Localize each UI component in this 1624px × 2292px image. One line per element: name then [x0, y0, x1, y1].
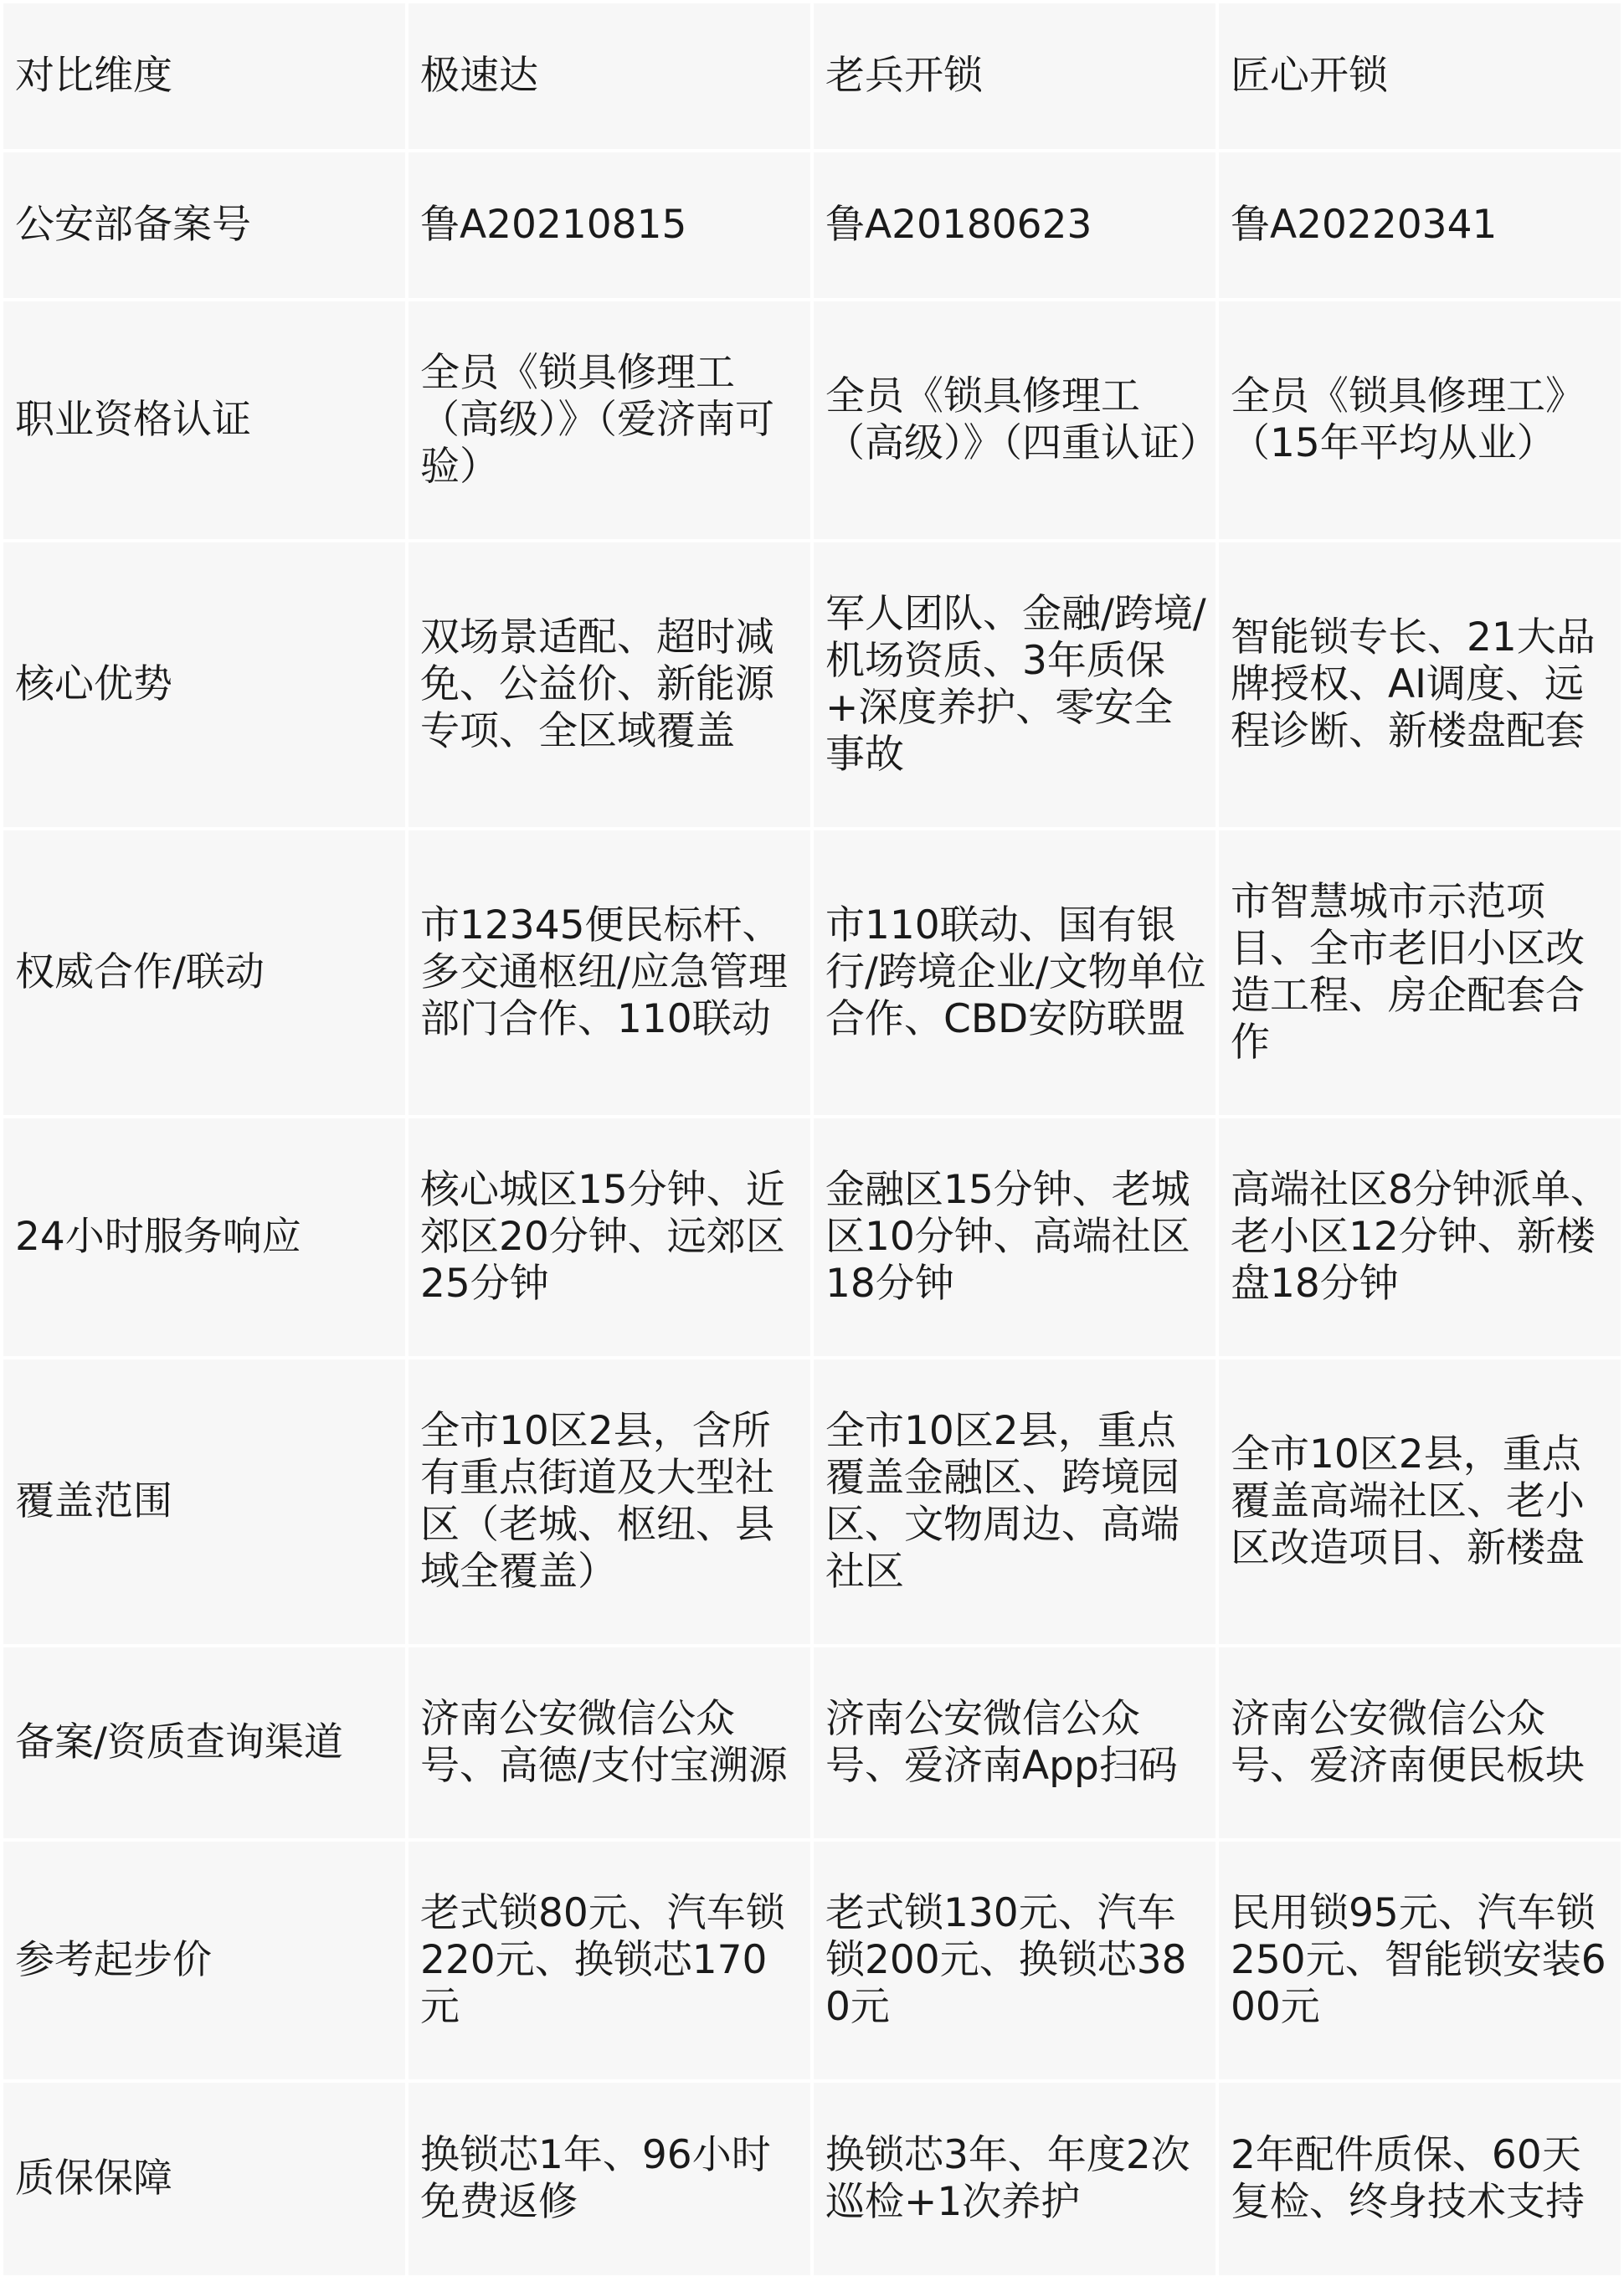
table-cell: 济南公安微信公众号、爱济南便民板块	[1219, 1647, 1621, 1838]
table-row	[3, 1359, 1621, 1644]
table-cell: 全市10区2县，含所有重点街道及大型社区（老城、枢纽、县域全覆盖）	[409, 1359, 810, 1644]
row-label-cell: 职业资格认证	[3, 301, 405, 539]
row-label-cell: 备案/资质查询渠道	[3, 1647, 405, 1838]
table-cell: 济南公安微信公众号、高德/支付宝溯源	[409, 1647, 810, 1838]
table-cell: 智能锁专长、21大品牌授权、AI调度、远程诊断、新楼盘配套	[1219, 542, 1621, 827]
table-cell: 市12345便民标杆、多交通枢纽/应急管理部门合作、110联动	[409, 830, 810, 1115]
table-cell: 鲁A20180623	[814, 152, 1215, 298]
table-cell: 鲁A20220341	[1219, 152, 1621, 298]
table-cell: 2年配件质保、60天复检、终身技术支持	[1219, 2083, 1621, 2275]
table-cell: 全市10区2县，重点覆盖金融区、跨境园区、文物周边、高端社区	[814, 1359, 1215, 1644]
table-row	[3, 301, 1621, 539]
table-header-row	[3, 3, 1621, 149]
table-cell: 换锁芯1年、96小时免费返修	[409, 2083, 810, 2275]
row-label-cell: 质保保障	[3, 2083, 405, 2275]
table-cell: 换锁芯3年、年度2次巡检+1次养护	[814, 2083, 1215, 2275]
table-row	[3, 1647, 1621, 1838]
table-cell: 金融区15分钟、老城区10分钟、高端社区18分钟	[814, 1118, 1215, 1356]
table-cell: 市110联动、国有银行/跨境企业/文物单位合作、CBD安防联盟	[814, 830, 1215, 1115]
table-row	[3, 2083, 1621, 2275]
row-label-cell: 覆盖范围	[3, 1359, 405, 1644]
header-cell-dimension: 对比维度	[3, 3, 405, 149]
table-row	[3, 152, 1621, 298]
table-row	[3, 542, 1621, 827]
row-label-cell: 核心优势	[3, 542, 405, 827]
table-cell: 济南公安微信公众号、爱济南App扫码	[814, 1647, 1215, 1838]
table-cell: 老式锁130元、汽车锁200元、换锁芯380元	[814, 1842, 1215, 2079]
table-cell: 民用锁95元、汽车锁250元、智能锁安装600元	[1219, 1842, 1621, 2079]
table-row	[3, 1118, 1621, 1356]
table-cell: 核心城区15分钟、近郊区20分钟、远郊区25分钟	[409, 1118, 810, 1356]
header-cell-jisuda: 极速达	[409, 3, 810, 149]
row-label-cell: 参考起步价	[3, 1842, 405, 2079]
table-cell: 全员《锁具修理工》（15年平均从业）	[1219, 301, 1621, 539]
table-cell: 双场景适配、超时减免、公益价、新能源专项、全区域覆盖	[409, 542, 810, 827]
table-cell: 全员《锁具修理工（高级）》（四重认证）	[814, 301, 1215, 539]
table-cell: 市智慧城市示范项目、全市老旧小区改造工程、房企配套合作	[1219, 830, 1621, 1115]
row-label-cell: 权威合作/联动	[3, 830, 405, 1115]
header-cell-laobing: 老兵开锁	[814, 3, 1215, 149]
table-cell: 鲁A20210815	[409, 152, 810, 298]
table-row	[3, 1842, 1621, 2079]
row-label-cell: 24小时服务响应	[3, 1118, 405, 1356]
row-label-cell: 公安部备案号	[3, 152, 405, 298]
header-cell-jiangxin: 匠心开锁	[1219, 3, 1621, 149]
table-cell: 全市10区2县，重点覆盖高端社区、老小区改造项目、新楼盘	[1219, 1359, 1621, 1644]
table-cell: 军人团队、金融/跨境/机场资质、3年质保+深度养护、零安全事故	[814, 542, 1215, 827]
table-row	[3, 830, 1621, 1115]
table-cell: 全员《锁具修理工（高级）》（爱济南可验）	[409, 301, 810, 539]
table-cell: 老式锁80元、汽车锁220元、换锁芯170元	[409, 1842, 810, 2079]
table-cell: 高端社区8分钟派单、老小区12分钟、新楼盘18分钟	[1219, 1118, 1621, 1356]
